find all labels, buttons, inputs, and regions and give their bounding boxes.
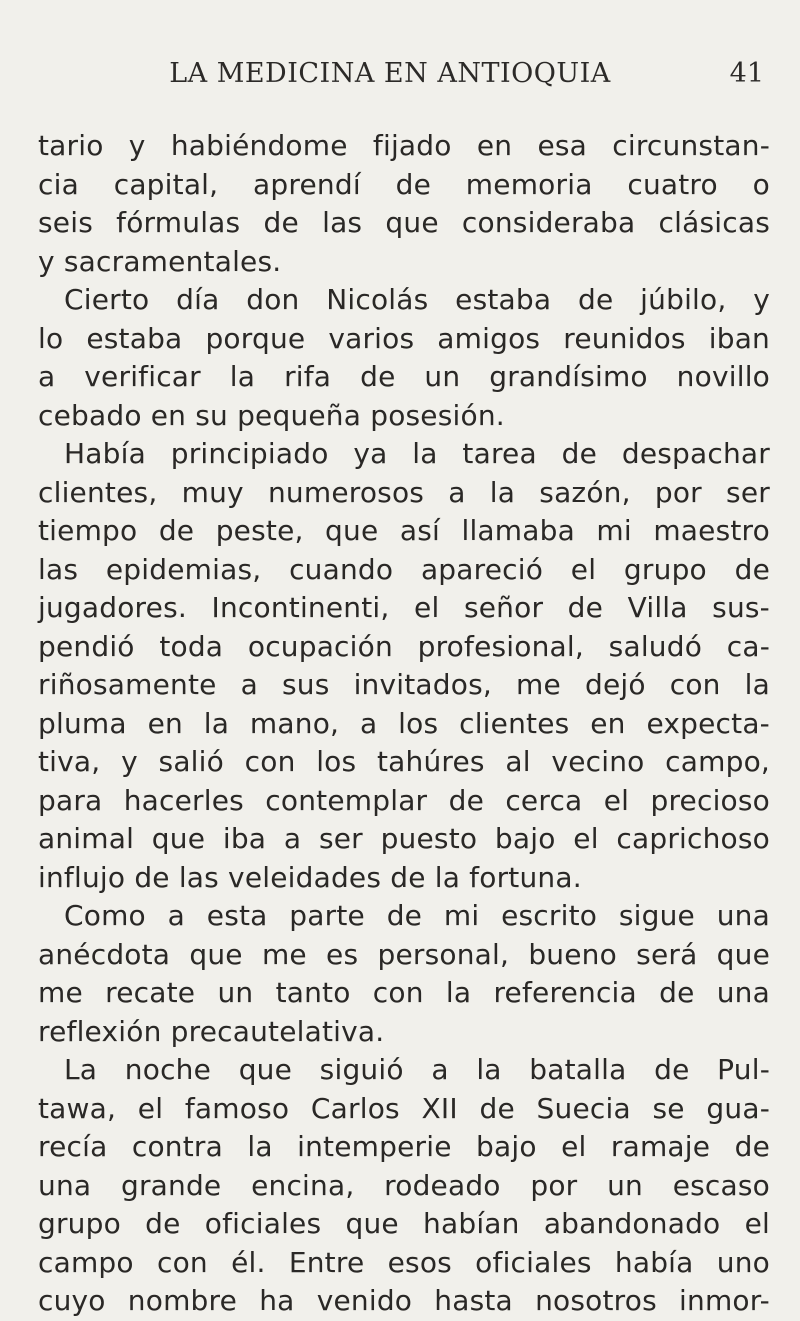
- text-line: influjo de las veleidades de la fortuna.: [38, 860, 582, 894]
- text-line: una grande encina, rodeado por un escaso: [38, 1168, 770, 1202]
- text-line: campo con él. Entre esos oficiales había uno: [38, 1245, 770, 1279]
- text-line: La noche que siguió a la batalla de Pul-: [64, 1053, 770, 1086]
- text-line: tiva, y salió con los tahúres al vecino campo,: [38, 745, 770, 778]
- text-line: las epidemias, cuando apareció el grupo de: [38, 552, 770, 586]
- text-line: cebado en su pequeña posesión.: [38, 398, 505, 432]
- text-line: pluma en la mano, a los clientes en expecta-: [38, 706, 770, 740]
- text-line: Había principiado ya la tarea de despachar: [64, 437, 770, 470]
- text-line: Cierto día don Nicolás estaba de júbilo, y: [64, 283, 770, 316]
- text-line: jugadores. Incontinenti, el señor de Villa sus-: [38, 591, 770, 624]
- text-line: reflexión precautelativa.: [38, 1014, 385, 1048]
- text-line: cuyo nombre ha venido hasta nosotros inmor-: [38, 1284, 770, 1317]
- text-line: recía contra la intemperie bajo el ramaje de: [38, 1130, 770, 1163]
- text-line: animal que iba a ser puesto bajo el caprichoso: [38, 822, 770, 855]
- text-line: anécdota que me es personal, bueno será que: [38, 937, 770, 971]
- text-line: grupo de oficiales que habían abandonado el: [38, 1207, 770, 1240]
- text-line: me recate un tanto con la referencia de una: [38, 976, 770, 1009]
- text-line: Como a esta parte de mi escrito sigue una: [64, 899, 770, 932]
- text-line: lo estaba porque varios amigos reunidos iban: [38, 321, 770, 355]
- running-title: LA MEDICINA EN ANTIOQUIA: [169, 58, 611, 89]
- page-number: 41: [729, 58, 764, 89]
- text-line: y sacramentales.: [38, 244, 282, 278]
- text-line: cia capital, aprendí de memoria cuatro o: [38, 167, 770, 201]
- text-line: a verificar la rifa de un grandísimo novillo: [38, 360, 770, 393]
- text-line: tiempo de peste, que así llamaba mi maestro: [38, 514, 770, 547]
- text-line: pendió toda ocupación profesional, saludó ca-: [38, 629, 770, 663]
- text-line: riñosamente a sus invitados, me dejó con la: [38, 668, 770, 701]
- text-line: seis fórmulas de las que consideraba clásicas: [38, 206, 770, 239]
- body-text: [38, 127, 770, 1321]
- text-line: clientes, muy numerosos a la sazón, por ser: [38, 475, 770, 509]
- text-line: para hacerles contemplar de cerca el precioso: [38, 783, 770, 817]
- text-line: tawa, el famoso Carlos XII de Suecia se gua-: [38, 1091, 770, 1125]
- text-line: tario y habiéndome fijado en esa circunstan-: [38, 129, 770, 162]
